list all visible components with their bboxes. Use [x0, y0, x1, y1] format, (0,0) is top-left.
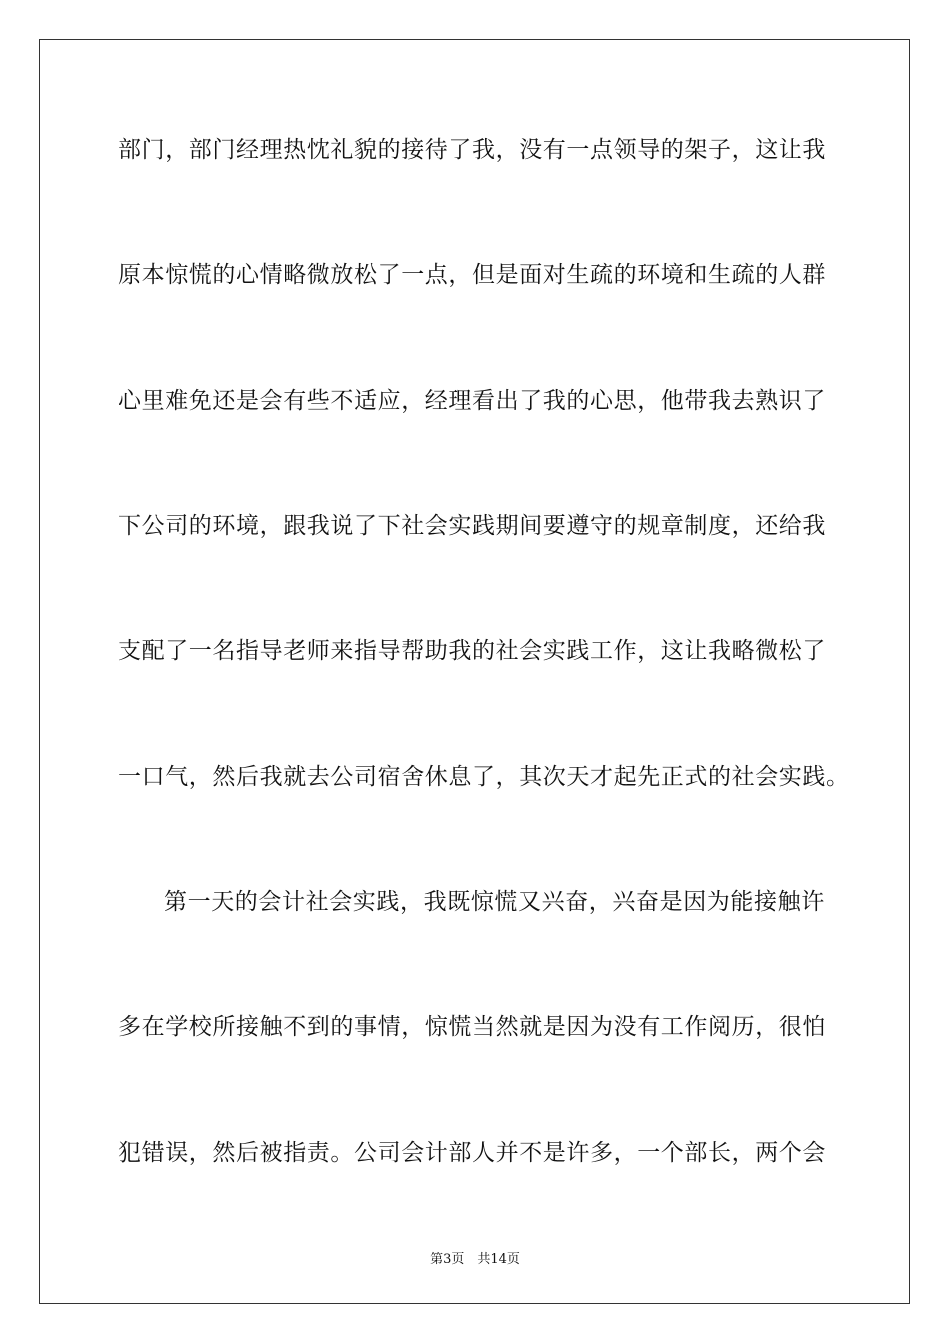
- paragraph-line-5: 支配了一名指导老师来指导帮助我的社会实践工作，这让我略微松了: [118, 638, 826, 664]
- paragraph-line-3: 心里难免还是会有些不适应，经理看出了我的心思，他带我去熟识了: [118, 388, 826, 414]
- paragraph-line-9: 犯错误，然后被指责。公司会计部人并不是许多，一个部长，两个会: [118, 1140, 826, 1166]
- paragraph-line-7: 第一天的会计社会实践，我既惊慌又兴奋，兴奋是因为能接触许: [164, 889, 825, 915]
- paragraph-line-2: 原本惊慌的心情略微放松了一点，但是面对生疏的环境和生疏的人群: [118, 262, 826, 288]
- paragraph-line-6: 一口气，然后我就去公司宿舍休息了，其次天才起先正式的社会实践。: [118, 764, 850, 790]
- paragraph-line-4: 下公司的环境，跟我说了下社会实践期间要遵守的规章制度，还给我: [118, 513, 826, 539]
- page-number-footer: 第3页 共14页: [430, 1252, 520, 1267]
- page-border: [39, 39, 910, 1304]
- paragraph-line-8: 多在学校所接触不到的事情，惊慌当然就是因为没有工作阅历，很怕: [118, 1014, 826, 1040]
- paragraph-line-1: 部门，部门经理热忱礼貌的接待了我，没有一点领导的架子，这让我: [118, 137, 826, 163]
